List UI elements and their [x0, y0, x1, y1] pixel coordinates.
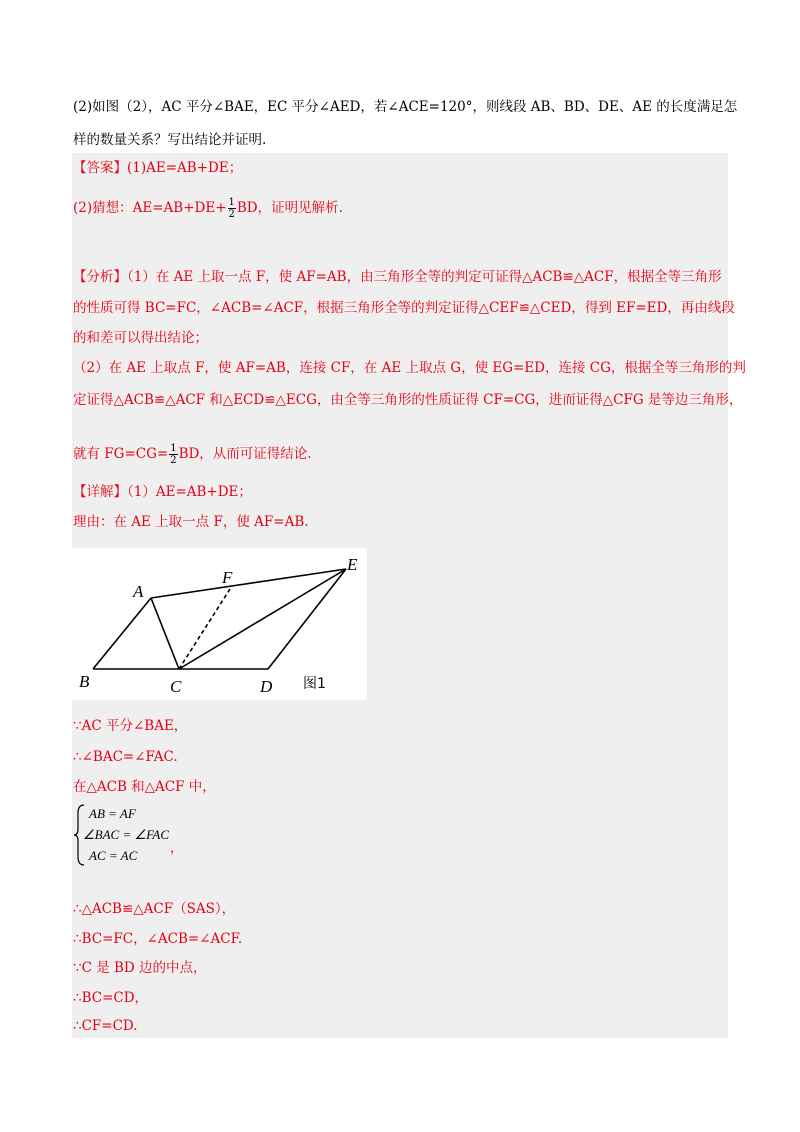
segment-ba: [93, 598, 151, 669]
fraction-denominator-2: 2: [170, 455, 177, 466]
segment-ae: [151, 569, 346, 598]
segment-de: [268, 569, 346, 669]
question-line-1: (2)如图（2），AC 平分∠BAE，EC 平分∠AED，若∠ACE=120°，则线段 AB、BD、DE、AE 的长度满足怎: [73, 99, 738, 115]
equation-1: AB = AF: [89, 806, 136, 821]
analysis-line-6: [73, 443, 312, 466]
equation-comma: ，: [170, 840, 184, 855]
detail-line-2: 理由：在 AE 上取一点 F，使 AF=AB.: [73, 514, 309, 530]
analysis-text-1: （1）在 AE 上取一点 F，使 AF=AB，由三角形全等的判定可证得△ACB≌△ACF，根据全等三角形: [127, 269, 722, 285]
answer-line-2: [73, 197, 343, 220]
analysis-line-2: 的性质可得 BC=FC，∠ACB=∠ACF，根据三角形全等的判定证得△CEF≌△CED，得到 EF=ED，再由线段: [73, 300, 735, 316]
proof-line-6: ∵C 是 BD 边的中点，: [73, 960, 207, 976]
answer-tag: 【答案】: [73, 160, 127, 176]
fraction-denominator: 2: [228, 209, 235, 220]
analysis-line-4: （2）在 AE 上取点 F，使 AF=AB，连接 CF，在 AE 上取点 G，使 EG=ED，连接 CG，根据全等三角形的判: [73, 360, 746, 376]
answer-part-2-suffix: BD，证明见解析.: [236, 200, 343, 216]
analysis-6-prefix: 就有 FG=CG=: [73, 446, 169, 462]
label-e: E: [347, 555, 358, 574]
analysis-6-suffix: BD，从而可证得结论.: [178, 446, 312, 462]
equation-system: [73, 803, 213, 867]
detail-line-1: [73, 482, 252, 502]
detail-text-1: （1）AE=AB+DE；: [127, 484, 252, 500]
geometry-figure-1: [72, 548, 367, 700]
label-f: F: [222, 568, 233, 587]
answer-part-2-prefix: (2)猜想：AE=AB+DE+: [73, 200, 227, 216]
label-b: B: [79, 672, 90, 691]
answer-part-1: (1)AE=AB+DE；: [127, 160, 243, 176]
analysis-line-5: 定证得△ACB≌△ACF 和△ECD≌△ECG，由全等三角形的性质证得 CF=CG，进而证得△CFG 是等边三角形，: [73, 392, 743, 408]
label-c: C: [170, 677, 182, 696]
fraction-numerator-2: 1: [170, 443, 177, 454]
segment-ac: [151, 598, 179, 669]
analysis-tag: 【分析】: [73, 269, 127, 285]
label-d: D: [260, 677, 273, 696]
figure-caption: 图1: [303, 676, 326, 692]
analysis-line-1: [73, 267, 722, 287]
fraction-numerator: 1: [228, 197, 235, 208]
analysis-line-3: 的和差可以得出结论；: [73, 330, 208, 346]
proof-line-8: ∴CF=CD.: [73, 1018, 138, 1034]
label-a: A: [133, 582, 144, 601]
proof-line-4: ∴△ACB≌△ACF（SAS），: [73, 901, 236, 917]
proof-line-2: ∴∠BAC=∠FAC.: [73, 749, 178, 765]
geometry-diagram: [72, 548, 367, 700]
equation-2: ∠BAC = ∠FAC: [83, 827, 170, 842]
equation-3: AC = AC: [89, 848, 138, 863]
fraction-half: [228, 197, 236, 220]
proof-line-1: ∵AC 平分∠BAE，: [73, 718, 188, 734]
detail-tag: 【详解】: [73, 484, 127, 500]
proof-line-7: ∴BC=CD，: [73, 990, 149, 1006]
segment-cf-dashed: [179, 589, 230, 669]
segment-ce: [179, 569, 346, 669]
proof-line-5: ∴BC=FC，∠ACB=∠ACF.: [73, 931, 243, 947]
question-line-2: 样的数量关系？写出结论并证明.: [73, 132, 267, 148]
answer-line-1: [73, 158, 242, 178]
fraction-half-2: [169, 443, 177, 466]
proof-line-3: 在△ACB 和△ACF 中，: [73, 779, 216, 795]
